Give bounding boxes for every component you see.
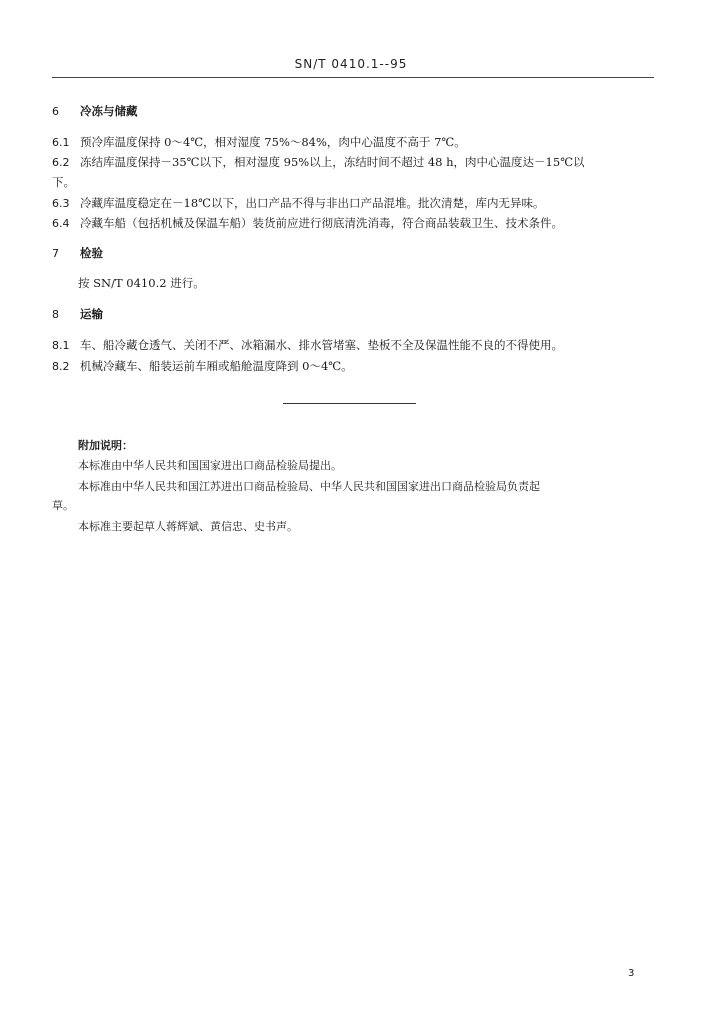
section-title: 运输 — [80, 307, 103, 321]
notes-title: 附加说明： — [78, 439, 133, 452]
notes-line-1: 本标准由中华人民共和国国家进出口商品检验局提出。 — [78, 459, 342, 472]
clause-8-1 — [52, 337, 563, 354]
clause-text: 预冷库温度保持 0～4℃，相对湿度 75%～84%，肉中心温度不高于 7℃。 — [80, 135, 466, 149]
end-rule — [283, 403, 416, 404]
clause-6-2-continuation: 下。 — [52, 175, 75, 189]
clause-8-2 — [52, 358, 353, 375]
header-rule — [52, 77, 654, 78]
clause-text: 机械冷藏车、船装运前车厢或船舱温度降到 0～4℃。 — [80, 359, 353, 373]
section-number: 8 — [52, 308, 59, 321]
notes-line-2-continuation: 草。 — [52, 499, 74, 512]
section-6-heading — [52, 103, 138, 120]
clause-6-4 — [52, 215, 563, 232]
clause-text: 冷藏车船（包括机械及保温车船）装货前应进行彻底清洗消毒，符合商品装载卫生、技术条件。 — [80, 216, 563, 230]
notes-line-3: 本标准主要起草人蒋辉斌、黄信忠、史书声。 — [78, 520, 298, 533]
clause-number: 6.4 — [52, 217, 70, 230]
section-number: 7 — [52, 247, 59, 260]
section-7-body: 按 SN/T 0410.2 进行。 — [78, 276, 205, 290]
clause-6-1 — [52, 134, 466, 151]
clause-number: 6.2 — [52, 156, 70, 169]
clause-text: 车、船冷藏仓透气、关闭不严、冰箱漏水、排水管堵塞、垫板不全及保温性能不良的不得使用。 — [80, 338, 563, 352]
section-8-heading — [52, 306, 103, 323]
section-title: 检验 — [80, 246, 103, 260]
clause-number: 8.1 — [52, 339, 70, 352]
section-title: 冷冻与储藏 — [80, 104, 138, 118]
clause-number: 6.1 — [52, 136, 70, 149]
section-7-heading — [52, 245, 103, 262]
clause-number: 6.3 — [52, 197, 70, 210]
notes-line-2: 本标准由中华人民共和国江苏进出口商品检验局、中华人民共和国国家进出口商品检验局负责起 — [78, 480, 540, 493]
section-number: 6 — [52, 105, 59, 118]
clause-text: 冷藏库温度稳定在－18℃以下，出口产品不得与非出口产品混堆。批次清楚，库内无异味。 — [80, 196, 545, 210]
clause-number: 8.2 — [52, 360, 70, 373]
document-code-header: SN/T 0410.1--95 — [294, 57, 408, 71]
clause-6-2 — [52, 154, 585, 171]
clause-text: 冻结库温度保持－35℃以下，相对湿度 95%以上，冻结时间不超过 48 h，肉中心温度达－15℃以 — [80, 155, 585, 169]
clause-6-3 — [52, 195, 545, 212]
page-number: 3 — [628, 968, 635, 979]
